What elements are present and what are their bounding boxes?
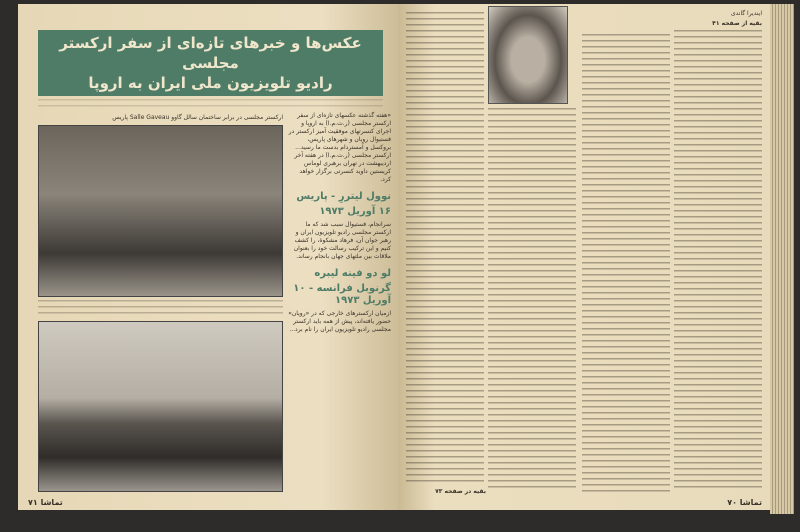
side-text-column — [287, 112, 391, 492]
page-edges — [770, 4, 794, 514]
section1-title: نوول لیتررِ - پاریس — [296, 191, 391, 202]
right-page — [398, 4, 770, 510]
headline-line-2: رادیو تلویزیون ملی ایران به اروپا — [88, 74, 333, 92]
intro-text: «هفته گذشته عکسهای تازه‌ای از سفر ارکستر مجلسی (ر.ت.م.ا) به اروپا و اجرای کنسرتهای موفقیت آمیز ارکستر در فستیوال رویان و شهرهای پاریس، بروکسل و آمستردام بدست ما رسید... ارکستر مجلسی (ر.ت.م.ا) در هفته آخر اردیبهشت در تهران برهبری لوماس کریستین داوید کنسرتی برگزار خواهد کرد. — [288, 112, 391, 183]
left-page — [18, 4, 398, 510]
section1-date: ۱۶ آوریل ۱۹۷۳ — [319, 206, 391, 217]
column-text-2 — [488, 108, 576, 492]
section2-text: ازمیان ارکسترهای خارجی که در «رویان» حضور یافته‌اند، پیش از همه باید ارکستر مجلسی رادیو تلویزیون ایران را نام برد... — [288, 310, 391, 333]
orchestra-group-photo — [38, 125, 283, 297]
continued-on: بقیه در صفحه ۷۳ — [435, 488, 486, 495]
column-text-1 — [406, 12, 484, 482]
photo2-caption-text — [38, 300, 283, 318]
deck-text — [38, 99, 383, 111]
indira-gandhi-portrait — [488, 6, 568, 104]
column-text-3 — [582, 34, 670, 492]
column-header: ایندیرا گاندی — [730, 10, 762, 17]
magazine-logo: تماشا — [739, 498, 762, 507]
section1-text: سرانجام، فستیوال سبب شد که ما ارکستر مجلسی رادیو تلویزیون ایران و رهبر جوان آن، فرهاد مشکوة، را کشف کنیم و این ترکیب رسالت خود را بعنوان ملاقات بین ملتهای جهان بانجام رساند. — [293, 221, 391, 260]
column-4 — [674, 10, 762, 490]
headline-line-1: عکس‌ها و خبرهای تازه‌ای از سفر ارکستر مجلسی — [59, 34, 362, 72]
page-number: ۷۱ — [28, 498, 38, 507]
magazine-logo: تماشا — [40, 498, 63, 507]
page-number-left — [28, 498, 63, 507]
photo1-caption: ارکستر مجلسی در برابر ساختمان سالل گاوو Salle Gaveau پاریس — [112, 114, 283, 121]
harbor-performance-photo — [38, 321, 283, 493]
photo-column — [38, 114, 283, 492]
column-text-4 — [674, 30, 762, 490]
page-number-right — [727, 498, 762, 507]
section2-title: لو دو فینه لیبره — [314, 268, 391, 279]
headline — [38, 30, 383, 96]
continued-from: بقیه از صفحه ۴۱ — [712, 20, 762, 27]
section2-date: گرنوبل فرانسه - ۱۰ آوریل ۱۹۷۳ — [293, 283, 391, 306]
page-number: ۷۰ — [727, 498, 737, 507]
